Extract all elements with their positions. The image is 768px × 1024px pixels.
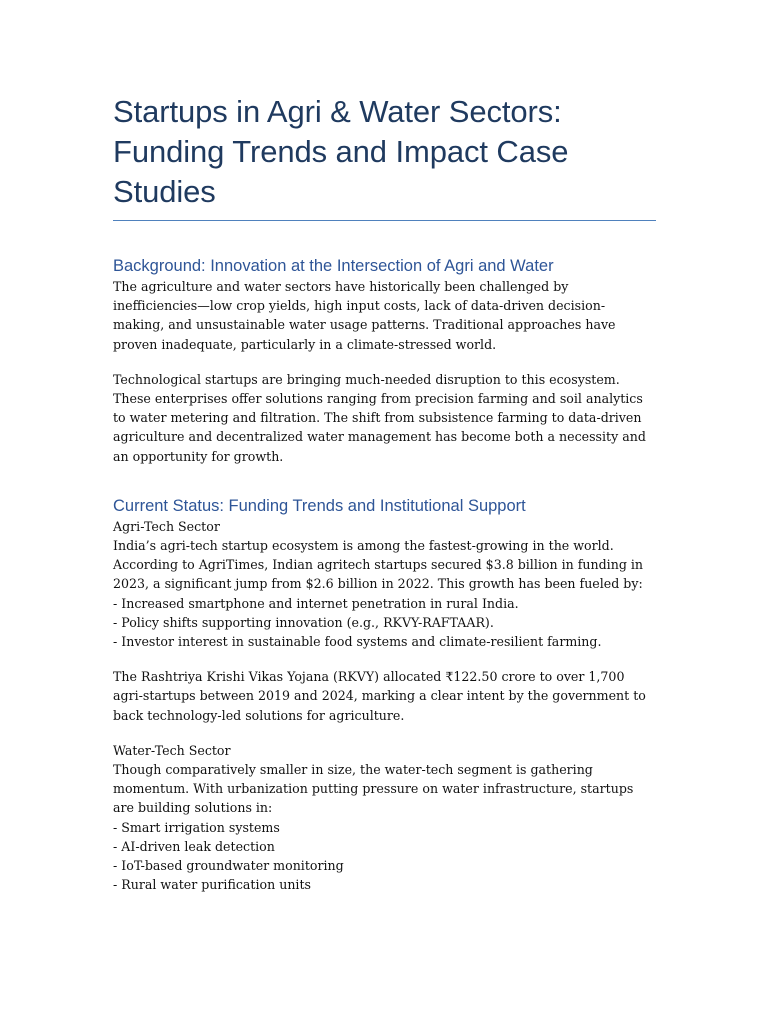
water-tech-subheading: Water-Tech Sector	[113, 742, 231, 758]
water-tech-list	[113, 818, 656, 895]
agri-tech-block	[113, 517, 656, 725]
list-item: - Smart irrigation systems	[113, 819, 280, 835]
agri-tech-subheading: Agri-Tech Sector	[113, 518, 220, 534]
document-page	[113, 92, 656, 894]
agri-tech-list	[113, 594, 656, 652]
rkvy-paragraph: The Rashtriya Krishi Vikas Yojana (RKVY) allocated ₹122.50 crore to over 1,700 agri-startups between 2019 and 2024, marking a clear intent by the government to back technology-led solutions for agriculture.	[113, 669, 646, 723]
list-item: - IoT-based groundwater monitoring	[113, 858, 344, 874]
document-title: Startups in Agri & Water Sectors: Funding Trends and Impact Case Studies	[113, 94, 569, 209]
list-item: - Rural water purification units	[113, 877, 311, 893]
list-item: - Policy shifts supporting innovation (e.g., RKVY-RAFTAAR).	[113, 614, 494, 630]
water-tech-intro: Though comparatively smaller in size, the water-tech segment is gathering momentum. With urbanization putting pressure on water infrastructure, startups are building solutions in:	[113, 762, 634, 816]
water-tech-block	[113, 741, 656, 895]
title-divider	[113, 220, 656, 221]
background-paragraph-1: The agriculture and water sectors have historically been challenged by inefficiencies—low crop yields, high input costs, lack of data-driven decision-making, and unsustainable water usage patterns. Traditional approaches have proven inadequate, particularly in a climate-stressed world.	[113, 279, 616, 352]
agri-tech-intro: India’s agri-tech startup ecosystem is among the fastest-growing in the world. According to AgriTimes, Indian agritech startups secured $3.8 billion in funding in 2023, a significant jump from $2.6 billion in 2022. This growth has been fueled by:	[113, 538, 644, 592]
section-heading-background: Background: Innovation at the Intersection of Agri and Water	[113, 257, 554, 275]
current-status-section	[113, 495, 656, 895]
list-item: - Investor interest in sustainable food systems and climate-resilient farming.	[113, 634, 602, 650]
section-heading-current-status: Current Status: Funding Trends and Institutional Support	[113, 496, 526, 515]
background-section	[113, 255, 656, 466]
list-item: - AI-driven leak detection	[113, 838, 275, 854]
background-paragraph-2: Technological startups are bringing much-needed disruption to this ecosystem. These enterprises offer solutions ranging from precision farming and soil analytics to water metering and filtration. The shift from subsistence farming to data-driven agriculture and decentralized water management has become both a necessity and an opportunity for growth.	[113, 371, 646, 464]
list-item: - Increased smartphone and internet penetration in rural India.	[113, 595, 519, 611]
